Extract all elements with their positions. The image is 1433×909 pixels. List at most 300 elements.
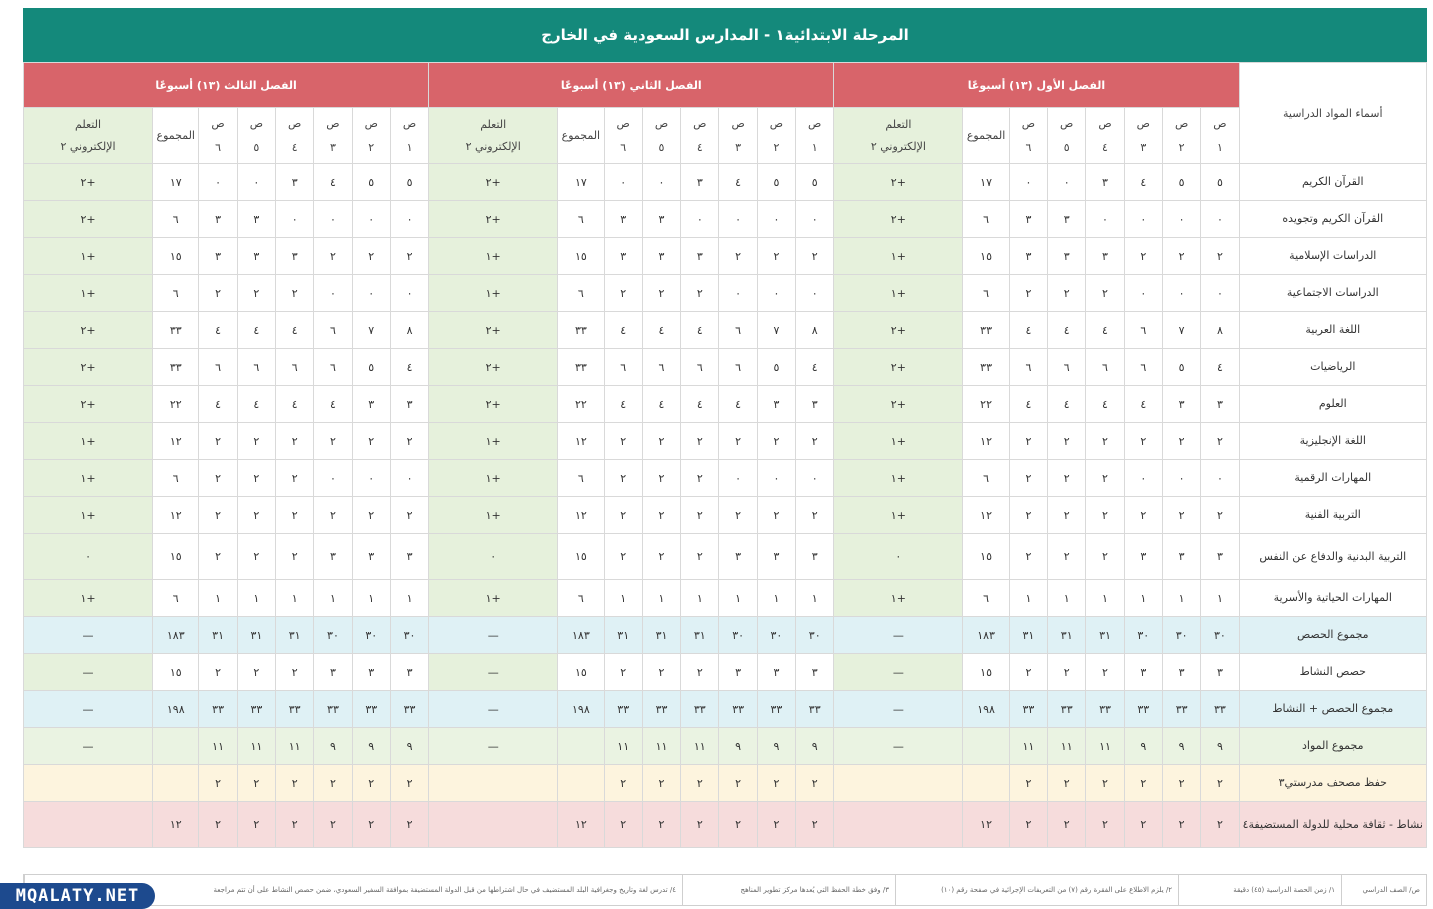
- elearning-cell: +٢: [429, 386, 558, 423]
- elearning-header-line: التعلم: [480, 117, 507, 131]
- period-cell: ٢: [1162, 802, 1200, 848]
- total-header: المجموع: [153, 108, 199, 164]
- period-cell: ٩: [796, 728, 834, 765]
- table-row: [24, 201, 1427, 238]
- period-cell: ١١: [237, 728, 275, 765]
- period-cell: ٢: [1009, 423, 1047, 460]
- period-cell: ٨: [1201, 312, 1239, 349]
- period-cell: ٢: [1009, 802, 1047, 848]
- period-cell: ٢: [681, 275, 719, 312]
- grade-prefix: ص: [616, 116, 630, 130]
- grade-header: [796, 108, 834, 164]
- period-cell: ٤: [681, 386, 719, 423]
- period-cell: ٢: [276, 802, 314, 848]
- elearning-cell: —: [24, 654, 153, 691]
- period-cell: ٣: [314, 654, 352, 691]
- period-cell: ٢: [314, 802, 352, 848]
- period-cell: ٣: [604, 238, 642, 275]
- period-cell: ٢: [237, 654, 275, 691]
- period-cell: ٢: [1009, 460, 1047, 497]
- period-cell: ٢: [1162, 238, 1200, 275]
- period-cell: ٢: [199, 497, 237, 534]
- period-cell: ٠: [199, 164, 237, 201]
- period-cell: ٣١: [276, 617, 314, 654]
- period-cell: ٥: [1162, 349, 1200, 386]
- total-cell: ٣٣: [153, 349, 199, 386]
- elearning-cell: +٢: [24, 349, 153, 386]
- grade-number: ٤: [291, 140, 298, 154]
- period-cell: ٢: [1086, 765, 1124, 802]
- table-row: [24, 691, 1427, 728]
- elearning-header-line: الإلكتروني ٢: [465, 139, 521, 153]
- period-cell: ٣: [757, 654, 795, 691]
- period-cell: ٢: [1124, 765, 1162, 802]
- period-cell: ٢: [604, 460, 642, 497]
- semester-1-header: الفصل الأول (١٣) أسبوعًا: [834, 63, 1239, 108]
- period-cell: ١: [681, 580, 719, 617]
- period-cell: ٢: [390, 765, 428, 802]
- period-cell: ٣: [1162, 654, 1200, 691]
- grade-header: [757, 108, 795, 164]
- period-cell: ٢: [352, 238, 390, 275]
- period-cell: ٤: [1124, 164, 1162, 201]
- period-cell: ٤: [314, 386, 352, 423]
- grade-prefix: ص: [326, 116, 340, 130]
- elearning-cell: +١: [834, 238, 963, 275]
- period-cell: ٣: [1201, 386, 1239, 423]
- period-cell: ٣: [757, 534, 795, 580]
- grade-prefix: ص: [1060, 116, 1074, 130]
- period-cell: ٤: [1009, 312, 1047, 349]
- total-cell: ١٢: [963, 497, 1009, 534]
- elearning-cell: +١: [834, 497, 963, 534]
- period-cell: ٤: [237, 386, 275, 423]
- period-cell: ٠: [757, 201, 795, 238]
- total-cell: [153, 765, 199, 802]
- grade-header: [1201, 108, 1239, 164]
- table-row: [24, 534, 1427, 580]
- period-cell: ٣١: [681, 617, 719, 654]
- period-cell: ١: [1048, 580, 1086, 617]
- grade-number: ٤: [1102, 140, 1108, 154]
- total-cell: ٦: [153, 460, 199, 497]
- elearning-cell: [834, 765, 963, 802]
- period-cell: ٢: [237, 423, 275, 460]
- period-cell: ٢: [1048, 765, 1086, 802]
- period-cell: ٢: [276, 275, 314, 312]
- elearning-cell: —: [24, 617, 153, 654]
- period-cell: ٠: [1162, 201, 1200, 238]
- elearning-cell: —: [429, 617, 558, 654]
- elearning-cell: +١: [834, 423, 963, 460]
- period-cell: ٢: [1162, 423, 1200, 460]
- period-cell: ١: [1124, 580, 1162, 617]
- period-cell: ٢: [681, 423, 719, 460]
- period-cell: ٢: [604, 497, 642, 534]
- total-cell: ١٨٣: [153, 617, 199, 654]
- grade-header: [199, 108, 237, 164]
- period-cell: ٣٣: [681, 691, 719, 728]
- period-cell: ٦: [1009, 349, 1047, 386]
- elearning-header-line: الإلكتروني ٢: [870, 139, 926, 153]
- elearning-cell: ٠: [24, 534, 153, 580]
- period-cell: ٧: [1162, 312, 1200, 349]
- period-cell: ١١: [276, 728, 314, 765]
- period-cell: ٢: [1086, 497, 1124, 534]
- period-cell: ٠: [1009, 164, 1047, 201]
- period-cell: ٣٠: [352, 617, 390, 654]
- period-cell: ٣٣: [237, 691, 275, 728]
- period-cell: ٠: [314, 275, 352, 312]
- period-cell: ٢: [1009, 765, 1047, 802]
- elearning-header-line: التعلم: [885, 117, 912, 131]
- grade-prefix: ص: [402, 116, 417, 130]
- grade-prefix: ص: [1098, 116, 1112, 130]
- period-cell: ٤: [642, 386, 680, 423]
- period-cell: ٠: [1162, 460, 1200, 497]
- period-cell: ٣٣: [757, 691, 795, 728]
- elearning-cell: +١: [24, 460, 153, 497]
- total-cell: ١٢: [558, 497, 604, 534]
- period-cell: ٢: [604, 765, 642, 802]
- total-cell: ١٩٨: [558, 691, 604, 728]
- grade-prefix: ص: [1021, 116, 1036, 130]
- period-cell: ٦: [719, 312, 757, 349]
- grade-number: ٤: [696, 140, 703, 154]
- period-cell: ١: [642, 580, 680, 617]
- period-cell: ٢: [642, 654, 680, 691]
- grade-header: [681, 108, 719, 164]
- period-cell: ٦: [681, 349, 719, 386]
- period-cell: ٣: [1124, 654, 1162, 691]
- period-cell: ٢: [681, 654, 719, 691]
- total-cell: ٦: [963, 460, 1009, 497]
- period-cell: ٠: [352, 201, 390, 238]
- period-cell: ٢: [314, 765, 352, 802]
- period-cell: ٠: [796, 201, 834, 238]
- grade-header: [1124, 108, 1162, 164]
- period-cell: ١: [1162, 580, 1200, 617]
- period-cell: ٢: [757, 238, 795, 275]
- elearning-header-line: الإلكتروني ٢: [60, 139, 116, 153]
- period-cell: ٢: [1048, 654, 1086, 691]
- period-cell: ٢: [276, 497, 314, 534]
- period-cell: ٣١: [604, 617, 642, 654]
- period-cell: ٣: [757, 386, 795, 423]
- grade-header-row: [24, 108, 1427, 164]
- period-cell: ٢: [719, 765, 757, 802]
- elearning-cell: +٢: [834, 349, 963, 386]
- elearning-cell: +١: [24, 238, 153, 275]
- period-cell: ٣٠: [719, 617, 757, 654]
- period-cell: ٣٣: [719, 691, 757, 728]
- period-cell: ٢: [1009, 275, 1047, 312]
- period-cell: ٢: [237, 275, 275, 312]
- subject-name: التربية الفنية: [1239, 497, 1426, 534]
- period-cell: ٧: [757, 312, 795, 349]
- period-cell: ٣١: [1086, 617, 1124, 654]
- period-cell: ٣: [719, 534, 757, 580]
- grade-prefix: ص: [1213, 116, 1227, 130]
- table-row: [24, 765, 1427, 802]
- period-cell: ٤: [1124, 386, 1162, 423]
- period-cell: ٢: [1124, 497, 1162, 534]
- total-cell: ٣٣: [963, 349, 1009, 386]
- period-cell: ٢: [237, 460, 275, 497]
- table-row: [24, 654, 1427, 691]
- footnote: ٤/ تدرس لغة وتاريخ وجغرافية البلد المستضيف في حال اشتراطها من قبل الدولة المستضيفة بموافقة السفير السعودي، ضمن حصص النشاط على أن تتم مراجعة: [24, 875, 682, 905]
- period-cell: ٤: [1086, 312, 1124, 349]
- period-cell: ٣: [237, 201, 275, 238]
- elearning-cell: +٢: [24, 201, 153, 238]
- period-cell: ٤: [1086, 386, 1124, 423]
- table-row: [24, 617, 1427, 654]
- grade-header: [642, 108, 680, 164]
- subject-name: القرآن الكريم وتجويده: [1239, 201, 1426, 238]
- elearning-cell: +٢: [24, 164, 153, 201]
- period-cell: ٩: [719, 728, 757, 765]
- period-cell: ٢: [314, 497, 352, 534]
- footnote: ص/ الصف الدراسي: [1341, 875, 1426, 905]
- total-cell: ٦: [963, 275, 1009, 312]
- grade-header: [1048, 108, 1086, 164]
- total-cell: ٢٢: [963, 386, 1009, 423]
- period-cell: ٢: [757, 765, 795, 802]
- total-cell: ٢٢: [153, 386, 199, 423]
- total-cell: ١٨٣: [963, 617, 1009, 654]
- elearning-cell: +٢: [429, 201, 558, 238]
- period-cell: ٢: [1048, 275, 1086, 312]
- period-cell: ٢: [1201, 765, 1239, 802]
- period-cell: ٢: [1009, 497, 1047, 534]
- subjects-header: أسماء المواد الدراسية: [1239, 63, 1426, 164]
- period-cell: ٣٠: [757, 617, 795, 654]
- period-cell: ٢: [604, 423, 642, 460]
- subject-name: نشاط - ثقافة محلية للدولة المستضيفة٤: [1239, 802, 1426, 848]
- period-cell: ٣٠: [1162, 617, 1200, 654]
- grade-header: [1086, 108, 1124, 164]
- period-cell: ٤: [796, 349, 834, 386]
- period-cell: ١١: [199, 728, 237, 765]
- period-cell: ٢: [1009, 654, 1047, 691]
- subject-name: مجموع الحصص: [1239, 617, 1426, 654]
- period-cell: ٢: [390, 802, 428, 848]
- subject-name: مجموع الحصص + النشاط: [1239, 691, 1426, 728]
- elearning-cell: [24, 802, 153, 848]
- period-cell: ٤: [719, 386, 757, 423]
- period-cell: ٣: [390, 534, 428, 580]
- period-cell: ٥: [757, 164, 795, 201]
- grade-number: ٣: [735, 140, 742, 154]
- period-cell: ٤: [276, 386, 314, 423]
- period-cell: ٢: [796, 765, 834, 802]
- period-cell: ٤: [642, 312, 680, 349]
- period-cell: ٢: [1048, 423, 1086, 460]
- period-cell: ٢: [276, 654, 314, 691]
- period-cell: ٠: [390, 275, 428, 312]
- period-cell: ٣: [199, 201, 237, 238]
- total-cell: ٣٣: [153, 312, 199, 349]
- period-cell: ١: [1009, 580, 1047, 617]
- total-header: المجموع: [558, 108, 604, 164]
- period-cell: ٤: [1201, 349, 1239, 386]
- period-cell: ٣: [199, 238, 237, 275]
- footnote: ١/ زمن الحصة الدراسية (٤٥) دقيقة: [1178, 875, 1341, 905]
- period-cell: ٩: [1162, 728, 1200, 765]
- site-logo: MQALATY.NET: [0, 883, 155, 909]
- elearning-cell: +٢: [429, 312, 558, 349]
- table-row: [24, 728, 1427, 765]
- period-cell: ٠: [1201, 275, 1239, 312]
- period-cell: ٣: [390, 386, 428, 423]
- period-cell: ٠: [1124, 460, 1162, 497]
- elearning-cell: ٠: [429, 534, 558, 580]
- period-cell: ٨: [796, 312, 834, 349]
- period-cell: ٢: [757, 802, 795, 848]
- total-cell: ٦: [153, 201, 199, 238]
- grade-prefix: ص: [1174, 116, 1189, 130]
- table-row: [24, 497, 1427, 534]
- period-cell: ٢: [199, 275, 237, 312]
- period-cell: ٢: [681, 802, 719, 848]
- period-cell: ٨: [390, 312, 428, 349]
- period-cell: ٢: [757, 497, 795, 534]
- period-cell: ٢: [1048, 534, 1086, 580]
- grade-header: [1009, 108, 1047, 164]
- period-cell: ٦: [1086, 349, 1124, 386]
- period-cell: ٢: [1201, 423, 1239, 460]
- period-cell: ١١: [642, 728, 680, 765]
- elearning-cell: +٢: [429, 349, 558, 386]
- elearning-cell: [24, 765, 153, 802]
- elearning-cell: +٢: [24, 386, 153, 423]
- period-cell: ٦: [314, 312, 352, 349]
- elearning-cell: +١: [429, 423, 558, 460]
- period-cell: ٥: [757, 349, 795, 386]
- elearning-cell: —: [834, 728, 963, 765]
- period-cell: ٥: [1162, 164, 1200, 201]
- period-cell: ٠: [314, 201, 352, 238]
- period-cell: ٢: [1086, 802, 1124, 848]
- period-cell: ١: [352, 580, 390, 617]
- grade-number: ٥: [253, 140, 260, 154]
- period-cell: ١١: [604, 728, 642, 765]
- period-cell: ٣٣: [352, 691, 390, 728]
- period-cell: ٩: [1124, 728, 1162, 765]
- period-cell: ١١: [1009, 728, 1047, 765]
- total-header: المجموع: [963, 108, 1009, 164]
- grade-number: ٦: [215, 140, 222, 154]
- grade-prefix: ص: [1136, 116, 1150, 130]
- period-cell: ٣٠: [796, 617, 834, 654]
- table-row: [24, 238, 1427, 275]
- footnotes-bar: [23, 874, 1427, 906]
- period-cell: ٠: [390, 460, 428, 497]
- period-cell: ٢: [276, 765, 314, 802]
- period-cell: ٢: [1201, 497, 1239, 534]
- subject-name: الدراسات الإسلامية: [1239, 238, 1426, 275]
- period-cell: ٢: [237, 802, 275, 848]
- curriculum-plan-sheet: [23, 8, 1427, 848]
- period-cell: ٢: [719, 238, 757, 275]
- total-cell: [963, 765, 1009, 802]
- period-cell: ٤: [199, 386, 237, 423]
- period-cell: ٦: [1124, 312, 1162, 349]
- period-cell: ٠: [1124, 275, 1162, 312]
- total-cell: ٢٢: [558, 386, 604, 423]
- period-cell: ٣٣: [796, 691, 834, 728]
- period-cell: ٢: [390, 423, 428, 460]
- period-cell: ٠: [352, 275, 390, 312]
- total-cell: ٣٣: [558, 349, 604, 386]
- period-cell: ٢: [642, 497, 680, 534]
- period-cell: ٢: [314, 238, 352, 275]
- total-cell: ١٢: [153, 497, 199, 534]
- period-cell: ٣: [681, 238, 719, 275]
- period-cell: ٣٣: [604, 691, 642, 728]
- total-cell: ١٧: [963, 164, 1009, 201]
- period-cell: ١: [1201, 580, 1239, 617]
- period-cell: ٢: [1086, 534, 1124, 580]
- total-cell: ٦: [558, 460, 604, 497]
- subject-name: الرياضيات: [1239, 349, 1426, 386]
- period-cell: ٢: [276, 423, 314, 460]
- elearning-cell: ٠: [834, 534, 963, 580]
- period-cell: ٣: [1124, 534, 1162, 580]
- grade-number: ٢: [368, 140, 375, 154]
- period-cell: ٣: [237, 238, 275, 275]
- elearning-cell: —: [834, 691, 963, 728]
- subject-name: اللغة العربية: [1239, 312, 1426, 349]
- period-cell: ٠: [796, 275, 834, 312]
- period-cell: ٣٣: [199, 691, 237, 728]
- period-cell: ٤: [719, 164, 757, 201]
- total-cell: ١٥: [558, 654, 604, 691]
- period-cell: ٦: [276, 349, 314, 386]
- grade-header: [719, 108, 757, 164]
- subject-name: المهارات الرقمية: [1239, 460, 1426, 497]
- period-cell: ٢: [681, 497, 719, 534]
- elearning-cell: —: [429, 654, 558, 691]
- total-cell: [963, 728, 1009, 765]
- period-cell: ٢: [352, 765, 390, 802]
- period-cell: ٩: [352, 728, 390, 765]
- period-cell: ٠: [757, 275, 795, 312]
- period-cell: ٢: [604, 802, 642, 848]
- period-cell: ٣٣: [276, 691, 314, 728]
- grade-prefix: ص: [249, 116, 264, 130]
- period-cell: ٣٠: [390, 617, 428, 654]
- period-cell: ٥: [352, 164, 390, 201]
- semester-2-header: الفصل الثاني (١٣) أسبوعًا: [429, 63, 834, 108]
- total-cell: ١٥: [963, 534, 1009, 580]
- total-cell: ٦: [558, 580, 604, 617]
- elearning-header: [24, 108, 153, 164]
- period-cell: ٢: [390, 238, 428, 275]
- total-cell: ١٩٨: [153, 691, 199, 728]
- period-cell: ٠: [1201, 460, 1239, 497]
- period-cell: ٤: [314, 164, 352, 201]
- subject-name: حفظ مصحف مدرستي٣: [1239, 765, 1426, 802]
- grade-prefix: ص: [731, 116, 745, 130]
- elearning-cell: +١: [834, 460, 963, 497]
- elearning-cell: +١: [429, 275, 558, 312]
- footnote: ٢/ يلزم الاطلاع على الفقرة رقم (٧) من التعريفات الإجرائية في صفحة رقم (١٠): [895, 875, 1178, 905]
- subject-name: المهارات الحياتية والأسرية: [1239, 580, 1426, 617]
- period-cell: ٠: [719, 460, 757, 497]
- period-cell: ٢: [642, 423, 680, 460]
- total-cell: ١٥: [558, 238, 604, 275]
